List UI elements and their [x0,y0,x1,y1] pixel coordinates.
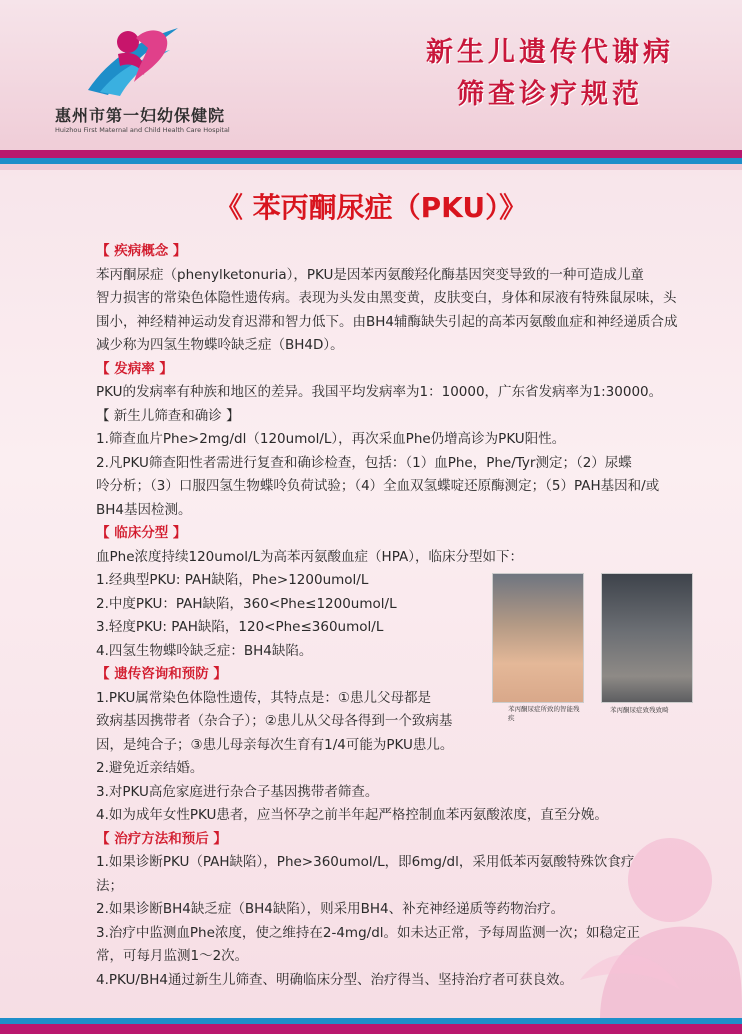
paragraph-line: 2.凡PKU筛查阳性者需进行复查和确诊检查，包括：（1）血Phe，Phe/Tyr测定；（2）尿蝶 [96,454,632,471]
banner-title-line2: 筛查诊疗规范 [457,79,643,110]
paragraph-line: 3.轻度PKU: PAH缺陷，120<Phe≤360umol/L [96,619,384,635]
paragraph-line: 因，是纯合子；③患儿母亲每次生育有1/4可能为PKU患儿。 [96,736,454,753]
paragraph-line: PKU的发病率有种族和地区的差异。我国平均发病率为1：10000，广东省发病率为1:30000。 [96,384,663,400]
paragraph-line: 1.PKU属常染色体隐性遗传，其特点是：①患儿父母都是 [96,689,431,706]
paragraph-line: 4.四氢生物蝶呤缺乏症：BH4缺陷。 [96,642,313,659]
photo-caption-2: 苯丙酮尿症致残致畸 [610,706,669,714]
section-heading-concept: 【 疾病概念 】 [96,243,187,259]
page-title: 《 苯丙酮尿症（PKU）》 [214,191,528,224]
hospital-name: 惠州市第一妇幼保健院 [55,106,226,125]
header-stripe-magenta [0,150,742,158]
paragraph-line: 苯丙酮尿症（phenylketonuria），PKU是因苯丙氨酸羟化酶基因突变导致的一种可造成儿童 [96,266,644,283]
section-heading-classification: 【 临床分型 】 [96,525,187,541]
patient-photo-2 [601,573,693,703]
paragraph-line: 3.治疗中监测血Phe浓度，使之维持在2-4mg/dl。如未达正常，予每周监测一次；如稳定正 [96,924,641,941]
banner-title-line1: 新生儿遗传代谢病 [426,37,674,68]
paragraph-line: BH4基因检测。 [96,501,192,518]
photo-caption-1: 苯丙酮尿症所致的智能残疾 [508,705,580,722]
paragraph-line: 减少称为四氢生物蝶呤缺乏症（BH4D）。 [96,337,344,353]
section-heading-treatment: 【 治疗方法和预后 】 [96,830,227,847]
paragraph-line: 智力损害的常染色体隐性遗传病。表现为头发由黑变黄，皮肤变白，身体和尿液有特殊鼠尿味，头 [96,290,677,306]
paragraph-line: 4.如为成年女性PKU患者，应当怀孕之前半年起严格控制血苯丙氨酸浓度，直至分娩。 [96,807,608,823]
paragraph-line: 围小，神经精神运动发育迟滞和智力低下。由BH4辅酶缺失引起的高苯丙氨酸血症和神经递质合成 [96,313,678,330]
paragraph-line: 1.如果诊断PKU（PAH缺陷），Phe>360umol/L，即6mg/dl，采用低苯丙氨酸特殊饮食疗 [96,854,635,870]
paragraph-line: 呤分析；（3）口服四氢生物蝶呤负荷试验；（4）全血双氢蝶啶还原酶测定；（5）PAH基因和/或 [96,478,660,494]
paragraph-line: 2.如果诊断BH4缺乏症（BH4缺陷），则采用BH4、补充神经递质等药物治疗。 [96,901,565,917]
patient-photo-1 [492,573,584,703]
section-heading-genetics: 【 遗传咨询和预防 】 [96,666,227,682]
paragraph-line: 2.避免近亲结婚。 [96,760,204,776]
paragraph-line: 3.对PKU高危家庭进行杂合子基因携带者筛查。 [96,783,379,800]
hospital-logo-icon [78,20,188,98]
hospital-name-en: Huizhou First Maternal and Child Health Care Hospital [55,126,230,134]
paragraph-line: 法； [96,877,123,894]
paragraph-line: 2.中度PKU：PAH缺陷，360<Phe≤1200umol/L [96,595,397,612]
section-heading-screening: 【 新生儿筛查和确诊 】 [96,407,240,424]
header-stripe-blue [0,158,742,164]
paragraph-line: 1.筛查血片Phe>2mg/dl（120umol/L），再次采血Phe仍增高诊为PKU阳性。 [96,431,566,447]
paragraph-line: 血Phe浓度持续120umol/L为高苯丙氨酸血症（HPA），临床分型如下： [96,548,523,565]
section-heading-incidence: 【 发病率 】 [96,360,173,377]
mother-child-decoration-icon [560,820,742,1020]
paragraph-line: 4.PKU/BH4通过新生儿筛查、明确临床分型、治疗得当、坚持治疗者可获良效。 [96,971,573,988]
paragraph-line: 致病基因携带者（杂合子）；②患儿从父母各得到一个致病基 [96,713,453,729]
paragraph-line: 常，可每月监测1～2次。 [96,948,249,964]
paragraph-line: 1.经典型PKU: PAH缺陷，Phe>1200umol/L [96,572,369,588]
footer-stripe-magenta [0,1024,742,1034]
